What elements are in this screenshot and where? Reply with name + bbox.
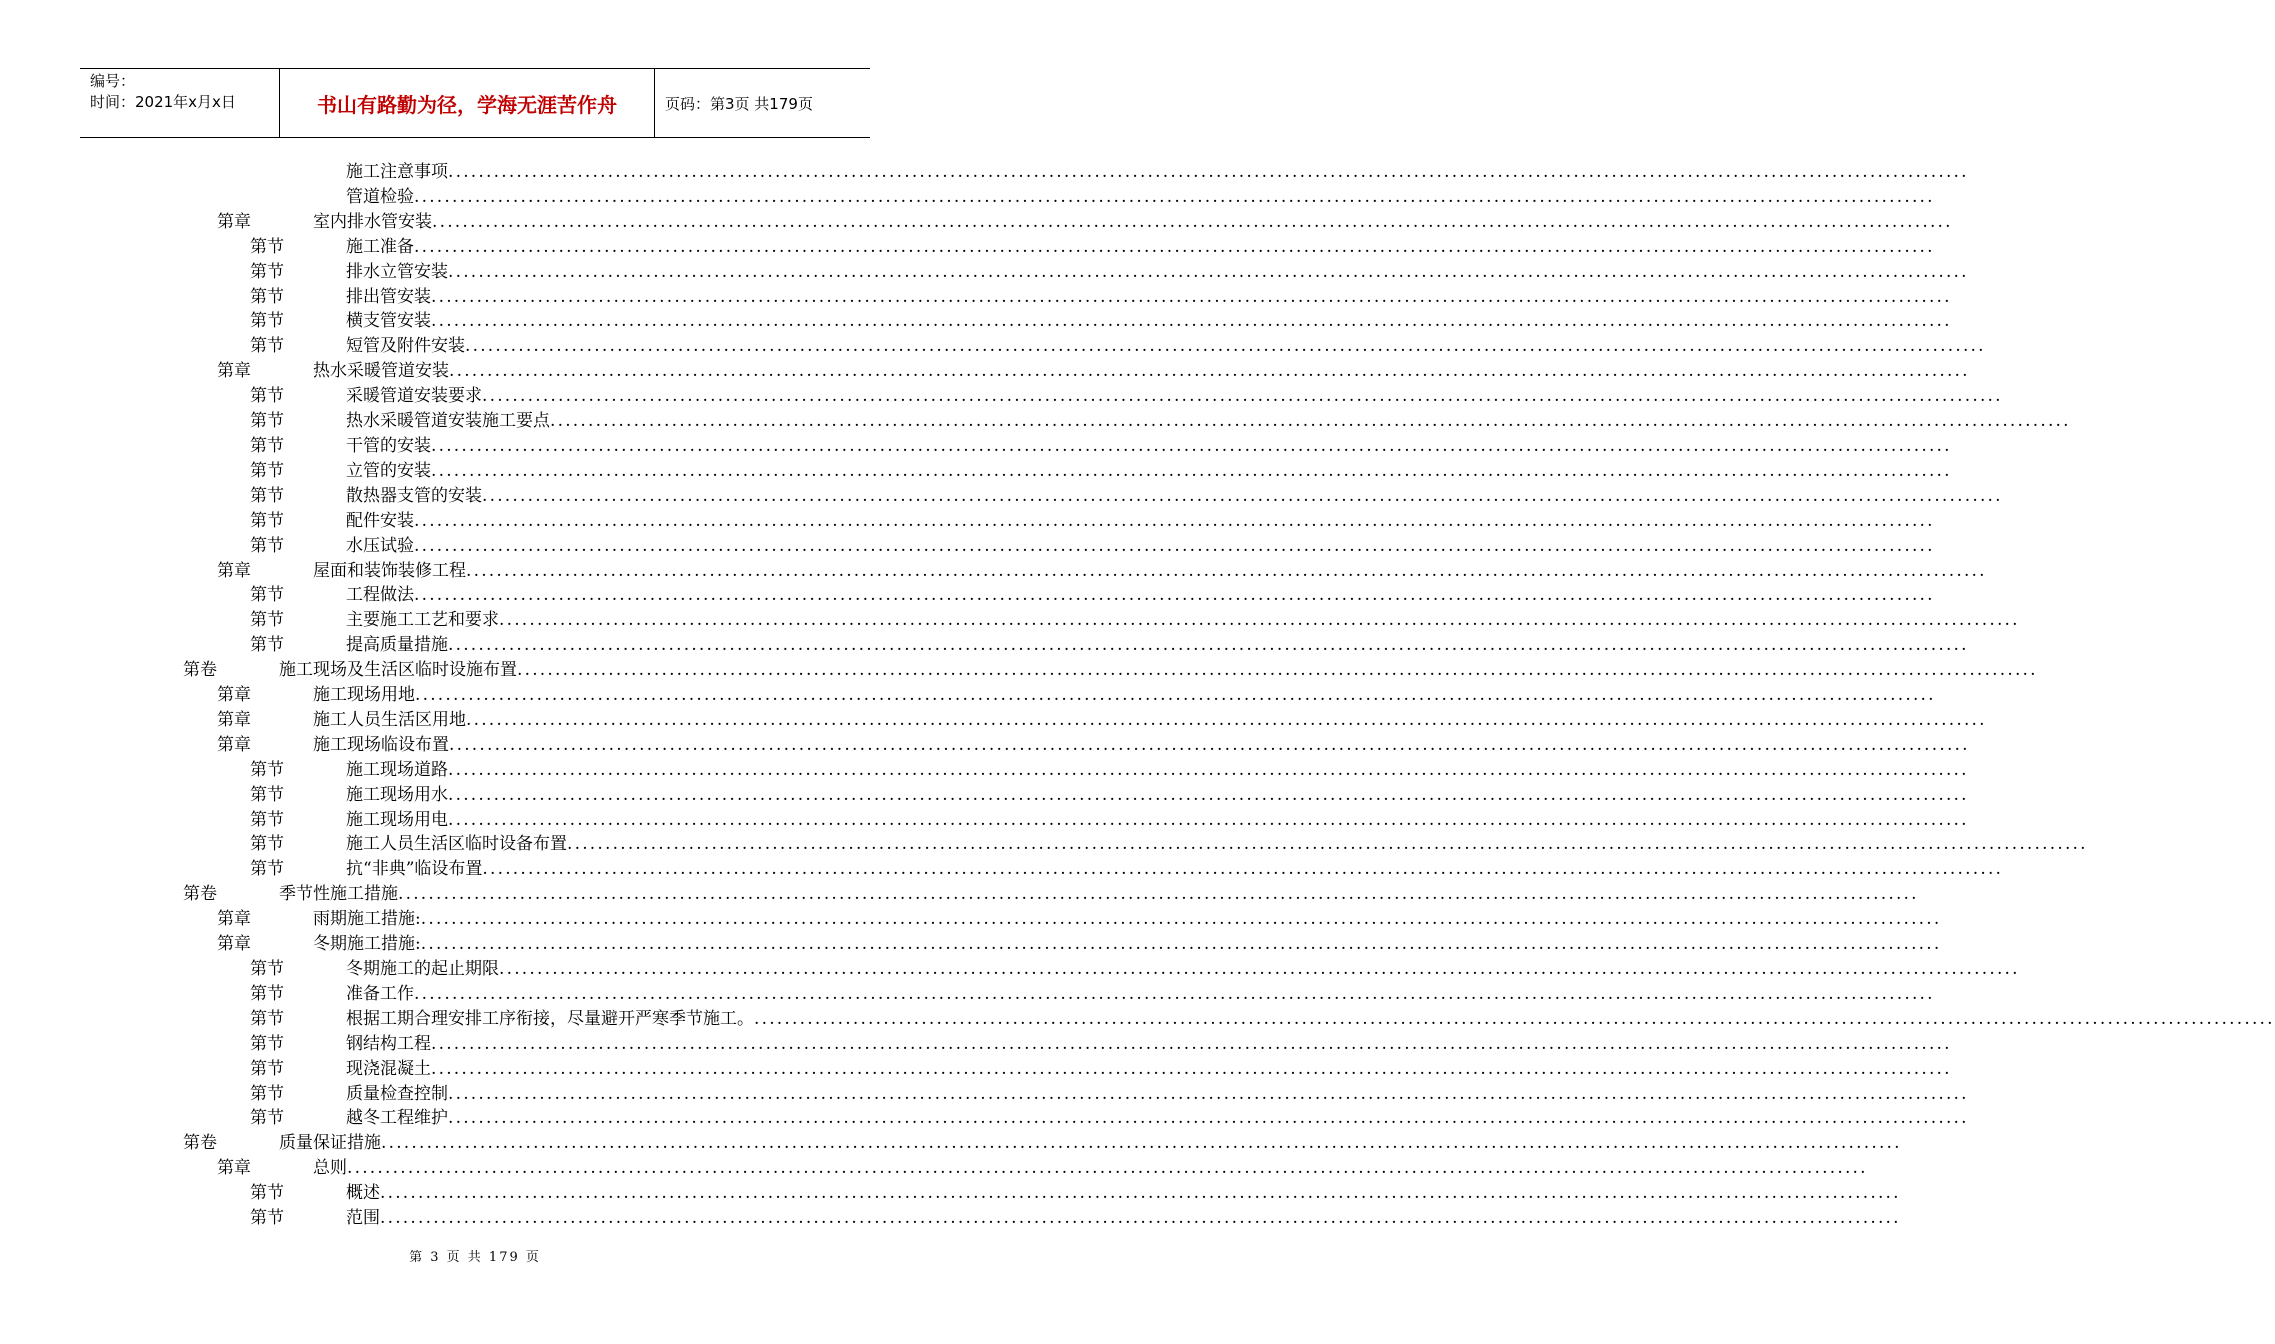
toc-entry-prefix: 第节 [250,1108,284,1129]
toc-entry[interactable] [0,683,1936,708]
toc-entry[interactable] [0,1057,1952,1082]
toc-entry-prefix: 第节 [250,535,284,556]
toc-entry[interactable] [0,832,2088,857]
toc-entry[interactable] [0,459,1952,484]
toc-entry-prefix: 第节 [250,236,284,257]
toc-dot-leader: ........................................................................................................................................................................................................ [448,162,1969,182]
toc-entry-title: 现浇混凝土 [346,1058,431,1079]
toc-entry[interactable] [0,509,1935,534]
toc-entry[interactable] [0,185,1935,210]
toc-entry[interactable] [0,1156,1868,1181]
toc-entry-prefix: 第节 [250,784,284,805]
toc-entry-prefix: 第章 [217,361,251,382]
toc-entry-prefix: 第节 [250,983,284,1004]
toc-entry-prefix: 第章 [217,685,251,706]
toc-entry-title: 钢结构工程 [346,1033,431,1054]
toc-entry-title: 水压试验 [346,535,414,556]
toc-entry[interactable] [0,1181,1901,1206]
toc-entry-title: 施工人员生活区临时设备布置 [346,834,567,855]
toc-entry-title: 施工准备 [346,236,414,257]
toc-entry-title: 雨期施工措施: [313,909,421,930]
toc-entry-prefix: 第节 [250,834,284,855]
toc-entry[interactable] [0,434,1952,459]
toc-entry-title: 横支管安装 [346,311,431,332]
toc-entry-title: 季节性施工措施 [279,884,398,905]
toc-entry-prefix: 第节 [250,261,284,282]
toc-entry-title: 排水立管安装 [346,261,448,282]
toc-entry-title: 施工现场道路 [346,759,448,780]
toc-entry[interactable] [0,1082,1969,1107]
toc-entry-title: 短管及附件安装 [346,336,465,357]
toc-dot-leader: ........................................................................................................................................................................................................ [414,510,1935,531]
toc-dot-leader: ........................................................................................................................................................................................................ [448,809,1969,830]
toc-dot-leader: ........................................................................................................................................................................................................ [754,1008,2275,1029]
toc-dot-leader: ........................................................................................................................................................................................................ [398,884,1919,905]
toc-entry[interactable] [0,758,1969,783]
toc-dot-leader: ........................................................................................................................................................................................................ [414,535,1935,556]
toc-entry[interactable] [0,583,1935,608]
toc-entry-prefix: 第卷 [183,884,217,905]
toc-entry[interactable] [0,534,1935,559]
toc-entry-prefix: 第章 [217,734,251,755]
header-page-info: 页码：第3页 共179页 [665,94,813,113]
toc-entry-title: 配件安装 [346,510,414,531]
toc-dot-leader: ........................................................................................................................................................................................................ [380,1208,1901,1229]
toc-dot-leader: ........................................................................................................................................................................................................ [414,585,1935,606]
toc-entry[interactable] [0,608,2020,633]
toc-entry[interactable] [0,957,2020,982]
toc-dot-leader: ........................................................................................................................................................................................................ [499,959,2020,979]
toc-dot-leader: ........................................................................................................................................................................................................ [381,1133,1902,1154]
toc-entry-prefix: 第节 [250,1058,284,1079]
toc-dot-leader: ........................................................................................................................................................................................................ [431,286,1952,307]
toc-entry[interactable] [0,783,1969,808]
toc-entry-title: 工程做法 [346,585,414,606]
toc-entry[interactable] [0,260,1969,285]
toc-entry-prefix: 第节 [250,510,284,531]
toc-dot-leader: ........................................................................................................................................................................................................ [466,709,1987,730]
toc-entry-prefix: 第章 [217,211,251,232]
toc-entry-title: 立管的安装 [346,460,431,481]
toc-entry-title: 准备工作 [346,983,414,1004]
page-header [80,68,870,138]
toc-dot-leader: ........................................................................................................................................................................................................ [415,685,1936,706]
toc-entry[interactable] [0,633,1969,658]
toc-entry-prefix: 第节 [250,1083,284,1104]
toc-entry-title: 施工现场用水 [346,784,448,805]
toc-entry-prefix: 第节 [250,759,284,780]
toc-dot-leader: ........................................................................................................................................................................................................ [482,386,2003,407]
toc-dot-leader: ........................................................................................................................................................................................................ [414,983,1935,1004]
toc-entry-prefix: 第章 [217,1158,251,1179]
toc-entry-title: 采暖管道安装要求 [346,386,482,407]
toc-entry[interactable] [0,1106,1969,1131]
toc-entry[interactable] [0,160,1969,185]
toc-entry-prefix: 第卷 [183,1133,217,1154]
toc-entry[interactable] [0,1131,1902,1156]
toc-dot-leader: ........................................................................................................................................................................................................ [482,859,2004,880]
toc-entry-prefix: 第节 [250,435,284,456]
toc-entry[interactable] [0,857,2004,882]
toc-entry-prefix: 第节 [250,485,284,506]
toc-dot-leader: ........................................................................................................................................................................................................ [449,361,1970,382]
toc-entry[interactable] [0,1032,1952,1057]
toc-dot-leader: ........................................................................................................................................................................................................ [499,610,2020,631]
toc-entry-title: 抗“非典”临设布置 [346,859,483,880]
toc-entry[interactable] [0,808,1969,833]
toc-dot-leader: ........................................................................................................................................................................................................ [449,734,1970,755]
toc-dot-leader: ........................................................................................................................................................................................................ [420,909,1942,930]
toc-entry-prefix: 第节 [250,1033,284,1054]
toc-entry-prefix: 第卷 [183,660,217,681]
toc-entry-title: 管道检验 [346,186,414,207]
toc-entry[interactable] [0,235,1935,260]
toc-entry-title: 干管的安装 [346,435,431,456]
toc-dot-leader: ........................................................................................................................................................................................................ [431,460,1952,481]
toc-entry-title: 越冬工程维护 [346,1108,448,1129]
toc-entry-title: 冬期施工措施: [313,934,421,955]
toc-entry[interactable] [0,384,2003,409]
toc-entry-title: 施工注意事项 [346,162,448,182]
toc-entry-title: 热水采暖管道安装施工要点 [346,411,550,432]
toc-entry[interactable] [0,932,1942,957]
toc-entry-title: 施工现场及生活区临时设施布置 [279,660,517,681]
header-number-label: 编号： [90,72,136,90]
toc-entry-title: 质量保证措施 [279,1133,381,1154]
toc-dot-leader: ........................................................................................................................................................................................................ [431,311,1952,332]
toc-entry-prefix: 第章 [217,709,251,730]
toc-entry-prefix: 第节 [250,959,284,979]
toc-entry[interactable] [0,982,1935,1007]
toc-entry-title: 冬期施工的起止期限 [346,959,499,979]
toc-entry[interactable] [0,210,1953,235]
toc-dot-leader: ........................................................................................................................................................................................................ [431,1058,1952,1079]
toc-dot-leader: ........................................................................................................................................................................................................ [448,759,1969,780]
toc-entry-prefix: 第节 [250,585,284,606]
toc-entry[interactable] [0,1007,2275,1032]
toc-entry-title: 概述 [346,1183,380,1204]
header-meta [80,69,280,137]
toc-dot-leader: ........................................................................................................................................................................................................ [482,485,2003,506]
toc-entry[interactable] [0,359,1970,384]
toc-dot-leader: ........................................................................................................................................................................................................ [448,784,1969,805]
toc-entry[interactable] [0,334,1986,359]
toc-dot-leader: ........................................................................................................................................................................................................ [550,411,2071,432]
toc-entry-prefix: 第节 [250,809,284,830]
toc-entry-prefix: 第节 [250,859,284,880]
toc-entry[interactable] [0,285,1952,310]
toc-entry-prefix: 第节 [250,1008,284,1029]
header-date-label: 时间：2021年x月x日 [90,93,236,111]
toc-dot-leader: ........................................................................................................................................................................................................ [414,236,1935,257]
toc-entry-prefix: 第章 [217,909,251,930]
toc-entry[interactable] [0,882,1919,907]
toc-entry-title: 施工现场临设布置 [313,734,449,755]
toc-entry-title: 提高质量措施 [346,635,448,656]
toc-entry-title: 施工现场用电 [346,809,448,830]
toc-entry[interactable] [0,733,1970,758]
toc-entry[interactable] [0,708,1987,733]
toc-dot-leader: ........................................................................................................................................................................................................ [431,1033,1952,1054]
toc-entry[interactable] [0,309,1952,334]
toc-entry-title: 根据工期合理安排工序衔接，尽量避开严寒季节施工。 [346,1008,754,1029]
toc-entry[interactable] [0,658,2038,683]
toc-dot-leader: ........................................................................................................................................................................................................ [466,560,1987,581]
toc-dot-leader: ........................................................................................................................................................................................................ [448,1083,1969,1104]
toc-entry-title: 排出管安装 [346,286,431,307]
toc-entry-prefix: 第节 [250,1208,284,1229]
toc-dot-leader: ........................................................................................................................................................................................................ [347,1158,1868,1179]
toc-entry[interactable] [0,409,2071,434]
toc-dot-leader: ........................................................................................................................................................................................................ [465,336,1986,357]
toc-dot-leader: ........................................................................................................................................................................................................ [420,934,1942,955]
toc-entry-prefix: 第节 [250,386,284,407]
toc-entry-title: 范围 [346,1208,380,1229]
toc-entry-prefix: 第节 [250,336,284,357]
toc-entry[interactable] [0,559,1987,584]
toc-entry-title: 室内排水管安装 [313,211,432,232]
toc-dot-leader: ........................................................................................................................................................................................................ [414,186,1935,207]
toc-entry-prefix: 第节 [250,311,284,332]
toc-entry-title: 屋面和装饰装修工程 [313,560,466,581]
toc-dot-leader: ........................................................................................................................................................................................................ [380,1183,1901,1204]
toc-dot-leader: ........................................................................................................................................................................................................ [448,635,1969,656]
toc-dot-leader: ........................................................................................................................................................................................................ [448,261,1969,282]
toc-entry-title: 散热器支管的安装 [346,485,482,506]
toc-entry-prefix: 第节 [250,460,284,481]
toc-dot-leader: ........................................................................................................................................................................................................ [567,834,2088,855]
toc-entry-prefix: 第章 [217,934,251,955]
toc-entry-prefix: 第节 [250,635,284,656]
toc-dot-leader: ........................................................................................................................................................................................................ [517,660,2038,681]
toc-entry-title: 施工人员生活区用地 [313,709,466,730]
toc-dot-leader: ........................................................................................................................................................................................................ [448,1108,1969,1129]
toc-entry-title: 质量检查控制 [346,1083,448,1104]
toc-entry-title: 总则 [313,1158,347,1179]
toc-entry-prefix: 第章 [217,560,251,581]
toc-dot-leader: ........................................................................................................................................................................................................ [432,211,1953,232]
header-motto: 书山有路勤为径，学海无涯苦作舟 [280,69,655,137]
toc-entry-prefix: 第节 [250,1183,284,1204]
toc-entry[interactable] [0,484,2003,509]
toc-entry-title: 主要施工工艺和要求 [346,610,499,631]
toc-entry-prefix: 第节 [250,411,284,432]
toc-dot-leader: ........................................................................................................................................................................................................ [431,435,1952,456]
toc-entry[interactable] [0,1206,1901,1231]
toc-entry-title: 施工现场用地 [313,685,415,706]
toc-entry-prefix: 第节 [250,286,284,307]
table-of-contents [0,160,2275,1231]
toc-entry[interactable] [0,907,1942,932]
toc-entry-prefix: 第节 [250,610,284,631]
page-footer: 第 3 页 共 179 页 [409,1250,541,1265]
toc-entry-title: 热水采暖管道安装 [313,361,449,382]
